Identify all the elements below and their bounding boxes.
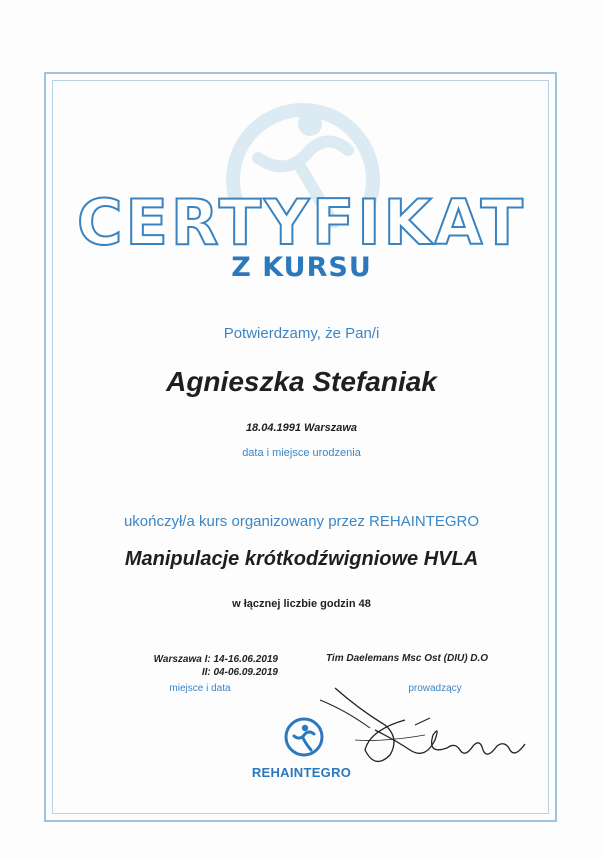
dates-label: miejsce i data [169,683,231,694]
confirm-text: Potwierdzamy, że Pan/i [223,325,380,342]
birth-info: 18.04.1991 Warszawa [245,422,358,434]
rehaintegro-logo-text: REHAINTEGRO [251,765,352,780]
dates-line-1: Warszawa I: 14-16.06.2019 [153,654,278,665]
signature-image [315,680,530,775]
instructor-label: prowadzący [408,683,462,694]
recipient-name: Agnieszka Stefaniak [166,366,437,397]
instructor-name: Tim Daelemans Msc Ost (DIU) D.O [326,653,489,664]
certificate-subtitle: Z KURSU [231,252,372,283]
course-name: Manipulacje krótkodźwigniowe HVLA [124,548,479,570]
course-dates [118,653,278,679]
dates-line-2: II: 04-06.09.2019 [201,667,278,678]
completed-text: ukończył/a kurs organizowany przez REHAINTEGRO [123,513,480,530]
hours-text: w łącznej liczbie godzin 48 [232,598,371,610]
birth-label: data i miejsce urodzenia [242,447,361,459]
certificate-title: CERTYFIKAT [77,186,526,259]
rehaintegro-logo-icon [284,717,324,757]
